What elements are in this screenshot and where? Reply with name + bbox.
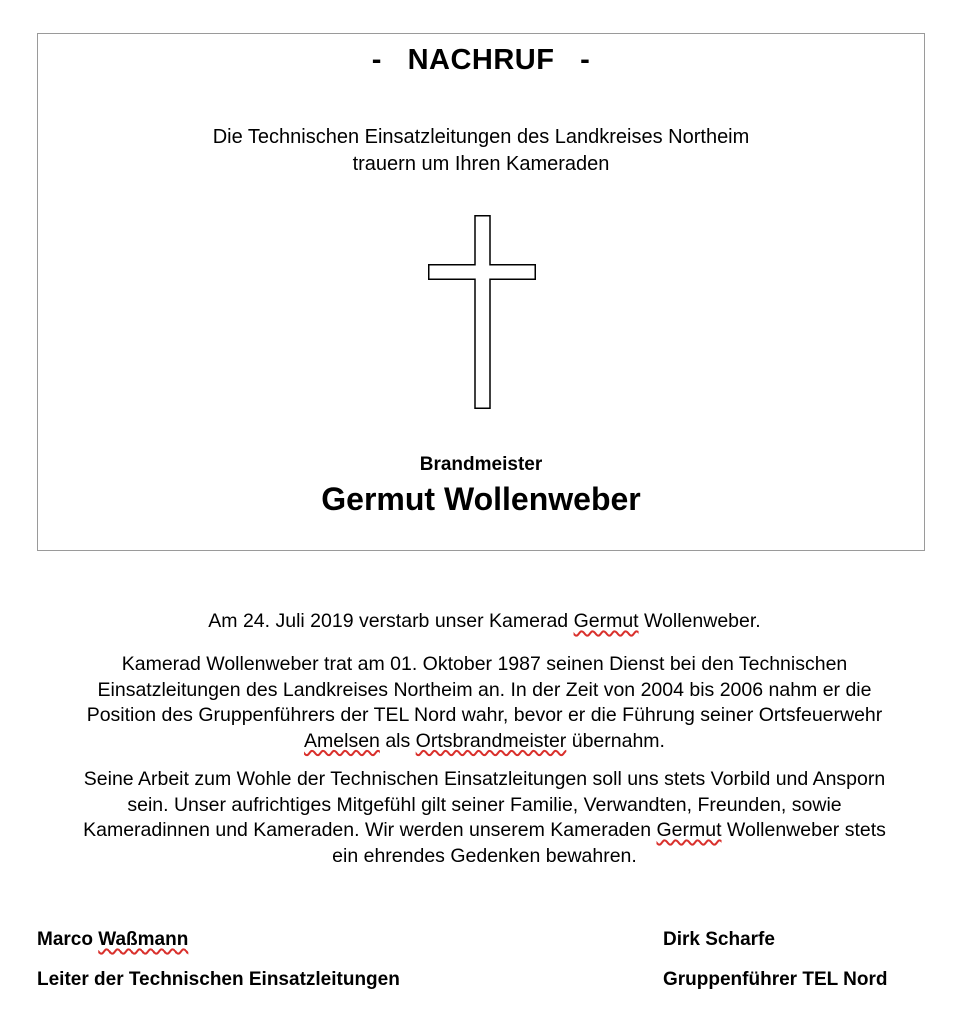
- paragraph-line: sein. Unser aufrichtiges Mitgefühl gilt seiner Familie, Verwandten, Freunden, sowie: [127, 793, 842, 816]
- paragraph-condolences: [30, 767, 939, 869]
- text-span: Kameradinnen und Kameraden. Wir werden unserem Kameraden: [83, 819, 657, 841]
- deceased-rank: Brandmeister: [419, 454, 543, 475]
- intro-text: [38, 124, 924, 178]
- deceased-name: Germut Wollenweber: [321, 481, 641, 517]
- text-span: Wollenweber stets: [721, 819, 886, 841]
- spellcheck-flagged-word: Germut: [573, 610, 639, 632]
- signature-left-role: Leiter der Technischen Einsatzleitungen: [37, 969, 400, 990]
- paragraph-line: Position des Gruppenführers der TEL Nord wahr, bevor er die Führung seiner Ortsfeuerwehr: [86, 704, 883, 726]
- text-span: als: [379, 729, 416, 752]
- obituary-frame: [37, 33, 925, 551]
- spellcheck-flagged-word: Waßmann: [98, 929, 189, 950]
- paragraph-line: [30, 818, 939, 844]
- spellcheck-flagged-word: Amelsen: [304, 729, 380, 752]
- paragraph-line: [30, 609, 939, 635]
- intro-line: trauern um Ihren Kameraden: [352, 153, 610, 175]
- signature-right-name: Dirk Scharfe: [663, 929, 775, 950]
- signature-left-name: [37, 929, 188, 951]
- paragraph-death-notice: [30, 609, 939, 635]
- signature-right-role: Gruppenführer TEL Nord: [663, 969, 888, 990]
- intro-line: Die Technischen Einsatzleitungen des Landkreises Northeim: [212, 126, 750, 148]
- paragraph-line: Seine Arbeit zum Wohle der Technischen Einsatzleitungen soll uns stets Vorbild und Ansporn: [83, 768, 886, 790]
- spellcheck-flagged-word: Germut: [656, 819, 722, 841]
- paragraph-service-history: [30, 652, 939, 754]
- text-span: übernahm.: [566, 729, 665, 752]
- text-span: Marco: [37, 929, 99, 950]
- page-title: - NACHRUF -: [371, 44, 591, 76]
- spellcheck-flagged-word: Ortsbrandmeister: [415, 729, 567, 752]
- text-span: Wollenweber.: [638, 610, 761, 632]
- paragraph-line: Kamerad Wollenweber trat am 01. Oktober 1987 seinen Dienst bei den Technischen: [121, 653, 848, 675]
- paragraph-line: [30, 729, 939, 755]
- paragraph-line: ein ehrendes Gedenken bewahren.: [332, 844, 637, 867]
- cross-icon: [428, 215, 536, 409]
- paragraph-line: Einsatzleitungen des Landkreises Northeim an. In der Zeit von 2004 bis 2006 nahm er die: [97, 678, 872, 701]
- text-span: Am 24. Juli 2019 verstarb unser Kamerad: [208, 610, 574, 632]
